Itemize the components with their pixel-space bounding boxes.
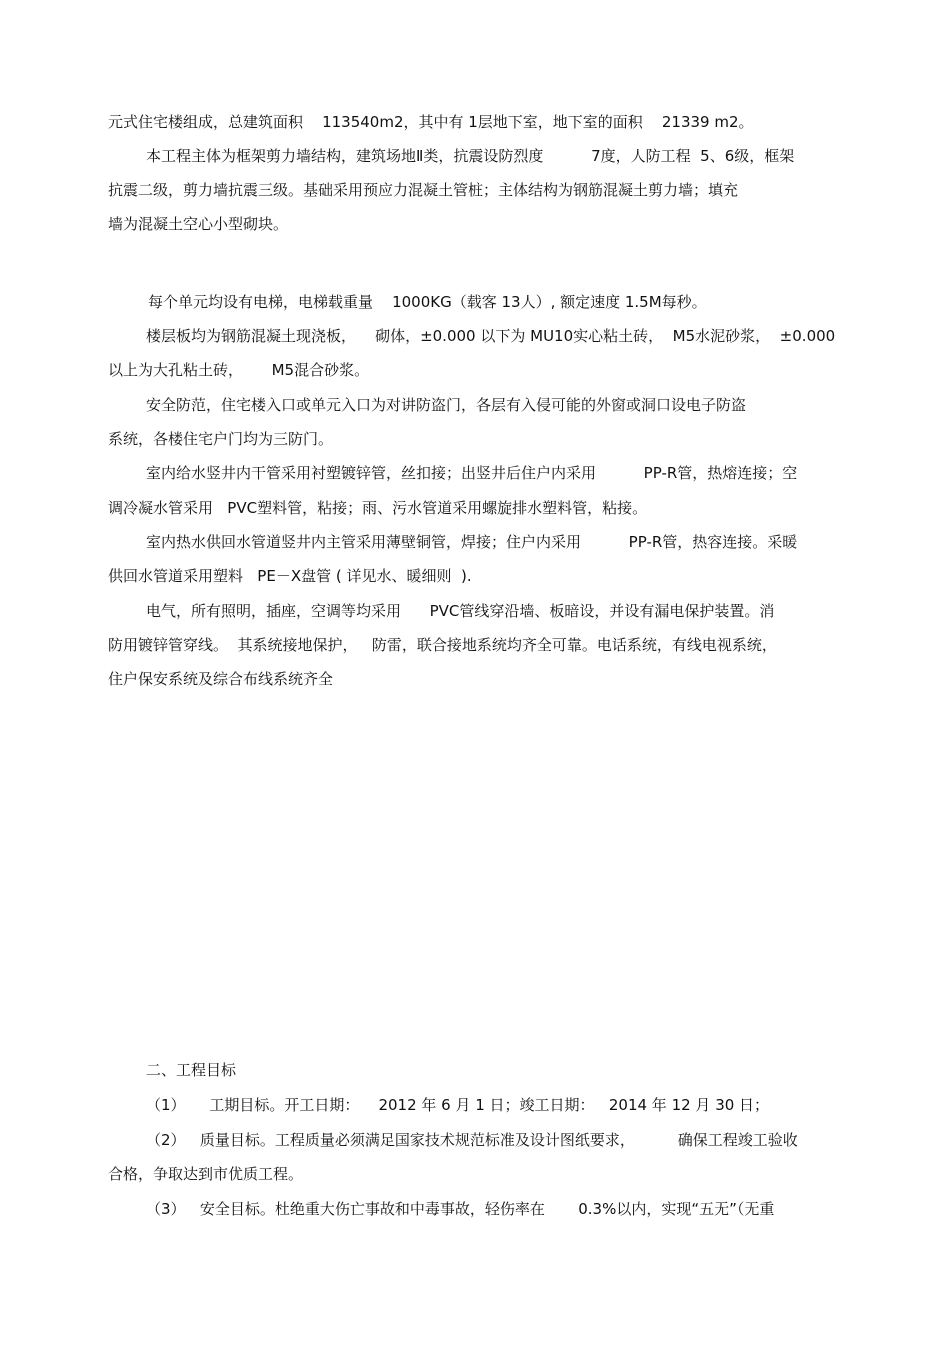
body-text-line: 住户保安系统及综合布线系统齐全 xyxy=(108,670,334,688)
list-item: （1） 工期目标。开工日期： 2012 年 6 月 1 日；竣工日期： 2014 年 12 月 30 日； xyxy=(146,1096,770,1114)
body-text-line: 墙为混凝土空心小型砌块。 xyxy=(108,215,289,233)
body-text-line: 元式住宅楼组成，总建筑面积 113540m2，其中有 1层地下室，地下室的面积 21339 m2。 xyxy=(108,113,754,131)
body-text-line: 室内热水供回水管道竖井内主管采用薄壁铜管，焊接；住户内采用 PP-R管，热容连接。采暖 xyxy=(146,533,798,551)
list-item: （2） 质量目标。工程质量必须满足国家技术规范标准及设计图纸要求， 确保工程竣工验收 xyxy=(146,1131,798,1149)
list-item-continuation: 合格，争取达到市优质工程。 xyxy=(108,1165,304,1183)
body-text-line: 抗震二级，剪力墙抗震三级。基础采用预应力混凝土管桩；主体结构为钢筋混凝土剪力墙；填充 xyxy=(108,181,739,199)
body-text-line: 调冷凝水管采用 PVC塑料管，粘接；雨、污水管道采用螺旋排水塑料管，粘接。 xyxy=(108,499,648,517)
body-text-line: 室内给水竖井内干管采用衬塑镀锌管，丝扣接；出竖井后住户内采用 PP-R管，热熔连接；空 xyxy=(146,464,798,482)
body-text-line: 电气，所有照明，插座，空调等均采用 PVC管线穿沿墙、板暗设，并设有漏电保护装置。消 xyxy=(146,602,775,620)
body-text-line: 每个单元均设有电梯，电梯载重量 1000KG（载客 13人）, 额定速度 1.5M每秒。 xyxy=(148,293,707,311)
body-text-line: 防用镀锌管穿线。 其系统接地保护， 防雷，联合接地系统均齐全可靠。电话系统，有线电视系统， xyxy=(108,636,777,654)
body-text-line: 楼层板均为钢筋混凝土现浇板， 砌体，±0.000 以下为 MU10实心粘土砖， M5水泥砂浆， ±0.000 xyxy=(146,327,836,345)
body-text-line: 以上为大孔粘土砖， M5混合砂浆。 xyxy=(108,361,370,379)
section-heading: 二、工程目标 xyxy=(146,1061,237,1079)
body-text-line: 本工程主体为框架剪力墙结构，建筑场地Ⅱ类，抗震设防烈度 7度，人防工程 5、6级，框架 xyxy=(146,147,795,165)
list-item: （3） 安全目标。杜绝重大伤亡事故和中毒事故，轻伤率在 0.3%以内，实现“五无”（无重 xyxy=(146,1200,775,1218)
body-text-line: 系统，各楼住宅户门均为三防门。 xyxy=(108,430,334,448)
body-text-line: 供回水管道采用塑料 PE－X盘管 ( 详见水、暖细则 ). xyxy=(108,567,472,585)
body-text-line: 安全防范，住宅楼入口或单元入口为对讲防盗门，各层有入侵可能的外窗或洞口设电子防盗 xyxy=(146,396,747,414)
